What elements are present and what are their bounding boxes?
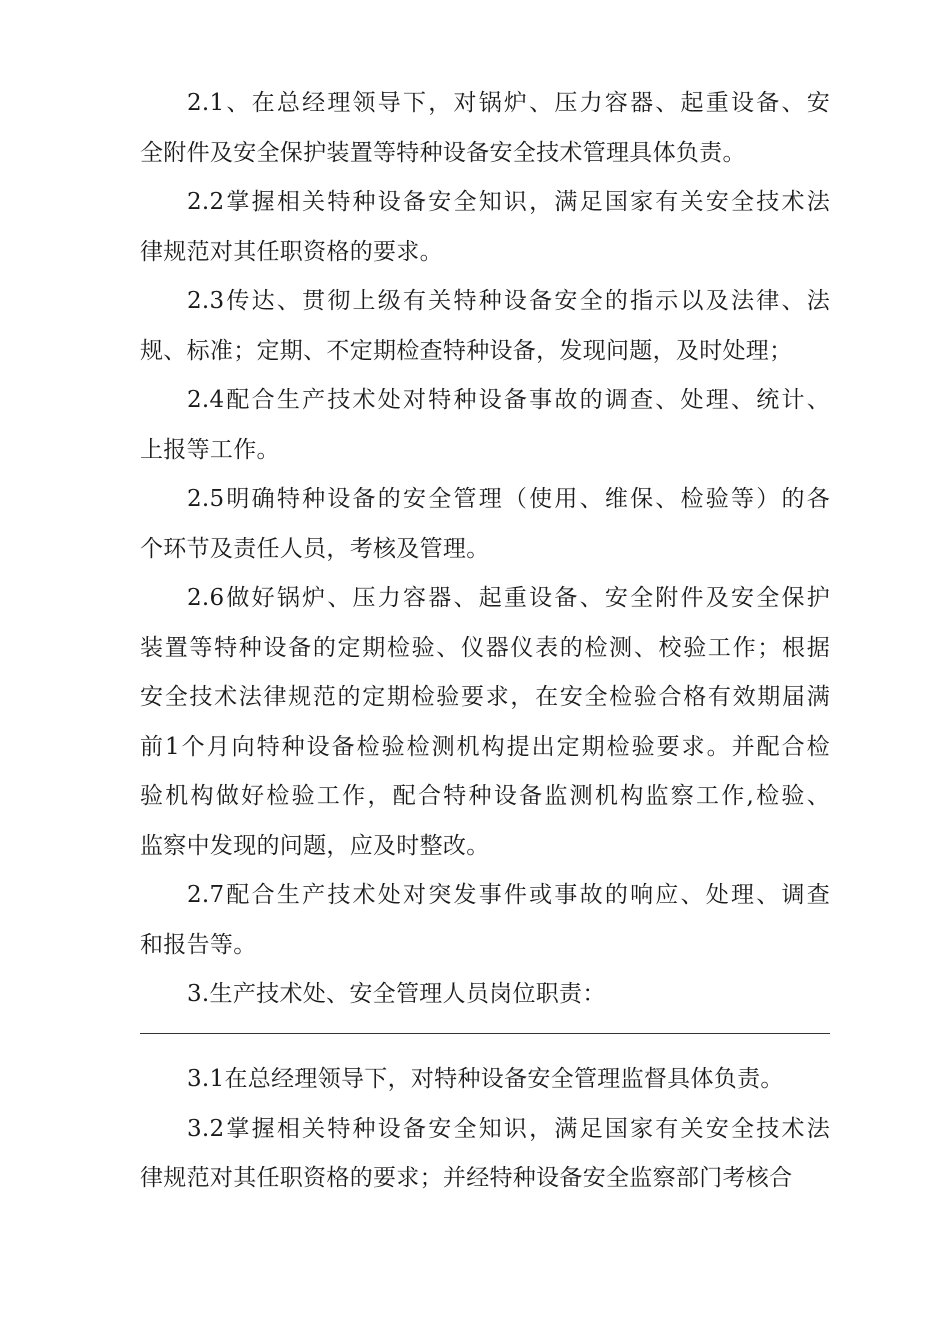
paragraph-3-1 (140, 1055, 830, 1105)
paragraph-line: 规、标准；定期、不定期检查特种设备，发现问题，及时处理； (140, 337, 793, 364)
paragraph-2-5 (140, 475, 830, 574)
paragraph-line: 监察中发现的问题，应及时整改。 (140, 832, 490, 859)
paragraph-line: 律规范对其任职资格的要求。 (140, 238, 443, 265)
paragraph-line: 个环节及责任人员，考核及管理。 (140, 535, 490, 562)
paragraph-line: 2.7配合生产技术处对突发事件或事故的响应、处理、调查 (187, 882, 830, 908)
paragraph-3-2 (140, 1105, 830, 1204)
paragraph-2-2 (140, 178, 830, 277)
paragraph-line: 安全技术法律规范的定期检验要求，在安全检验合格有效期届满 (140, 684, 830, 710)
paragraph-line: 和报告等。 (140, 931, 257, 958)
page-divider-line (140, 1033, 830, 1034)
paragraph-line: 2.1、在总经理领导下，对锅炉、压力容器、起重设备、安 (187, 90, 830, 116)
paragraph-2-6 (140, 574, 830, 871)
paragraph-2-3 (140, 277, 830, 376)
paragraph-2-1 (140, 79, 830, 178)
paragraph-2-7 (140, 871, 830, 970)
paragraph-line: 2.4配合生产技术处对特种设备事故的调查、处理、统计、 (187, 387, 830, 413)
paragraph-line: 2.6做好锅炉、压力容器、起重设备、安全附件及安全保护 (187, 585, 830, 611)
paragraph-line: 装置等特种设备的定期检验、仪器仪表的检测、校验工作；根据 (140, 634, 830, 661)
paragraph-line: 3.2掌握相关特种设备安全知识，满足国家有关安全技术法 (187, 1115, 830, 1142)
document-body-top (140, 79, 830, 1020)
paragraph-line: 律规范对其任职资格的要求；并经特种设备安全监察部门考核合 (140, 1165, 793, 1191)
paragraph-line: 上报等工作。 (140, 436, 280, 463)
document-body-bottom (140, 1055, 830, 1204)
paragraph-line: 前1个月向特种设备检验检测机构提出定期检验要求。并配合检 (140, 733, 830, 760)
paragraph-line: 全附件及安全保护装置等特种设备安全技术管理具体负责。 (140, 139, 746, 166)
paragraph-line: 2.5明确特种设备的安全管理（使用、维保、检验等）的各 (187, 486, 830, 512)
paragraph-line: 2.3传达、贯彻上级有关特种设备安全的指示以及法律、法 (187, 288, 830, 314)
paragraph-line: 3.1在总经理领导下，对特种设备安全管理监督具体负责。 (187, 1066, 784, 1092)
paragraph-line: 2.2掌握相关特种设备安全知识，满足国家有关安全技术法 (187, 189, 830, 215)
paragraph-3 (140, 970, 830, 1020)
paragraph-line: 验机构做好检验工作，配合特种设备监测机构监察工作,检验、 (140, 783, 830, 809)
paragraph-line: 3.生产技术处、安全管理人员岗位职责： (187, 981, 606, 1007)
paragraph-2-4 (140, 376, 830, 475)
